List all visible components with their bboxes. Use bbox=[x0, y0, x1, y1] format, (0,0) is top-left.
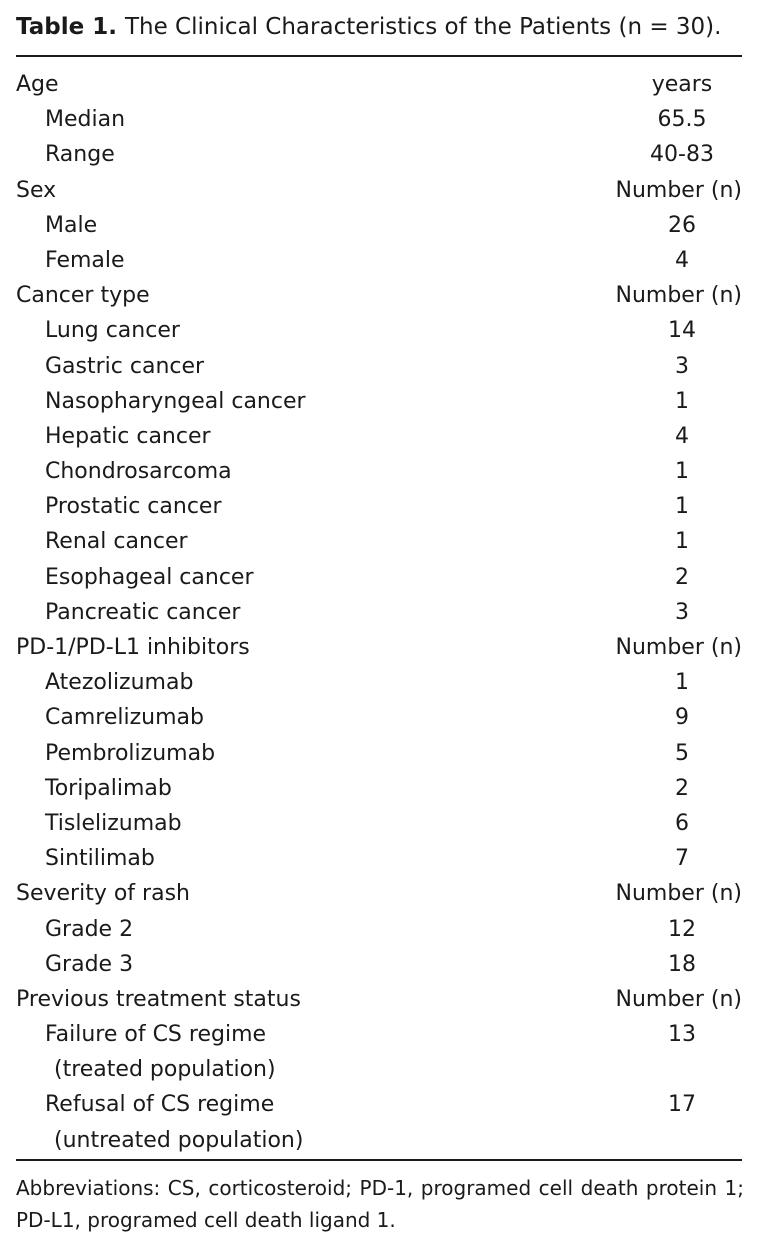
row-label-text: PD-1/PD-L1 inhibitors bbox=[16, 635, 250, 660]
row-label bbox=[16, 524, 188, 559]
row-value: 14 bbox=[668, 318, 696, 344]
table-row bbox=[16, 208, 742, 243]
table-row bbox=[16, 595, 742, 630]
table-row bbox=[16, 419, 742, 454]
row-label bbox=[16, 313, 180, 348]
row-label-text: Previous treatment status bbox=[16, 986, 301, 1012]
row-value: 3 bbox=[675, 353, 689, 379]
row-label-text: Grade 3 bbox=[45, 951, 134, 977]
row-value: 1 bbox=[675, 494, 689, 520]
table-row bbox=[16, 771, 742, 806]
row-value: 26 bbox=[668, 212, 696, 238]
row-value: 3 bbox=[675, 599, 689, 625]
table-row bbox=[16, 243, 742, 278]
row-label-text: Camrelizumab bbox=[45, 705, 204, 731]
table-row bbox=[16, 489, 742, 524]
row-label bbox=[16, 560, 254, 595]
row-label bbox=[16, 454, 232, 489]
clinical-characteristics-table bbox=[16, 67, 742, 1158]
row-label-text: Female bbox=[45, 247, 125, 273]
table-title: The Clinical Characteristics of the Patients (n = 30). bbox=[124, 14, 722, 40]
row-label bbox=[16, 841, 155, 876]
table-row bbox=[16, 454, 742, 489]
row-label bbox=[16, 771, 172, 806]
row-value: 5 bbox=[675, 740, 689, 766]
row-label-text: Pembrolizumab bbox=[45, 740, 216, 766]
table-top-rule bbox=[16, 55, 742, 57]
row-value: 13 bbox=[668, 1022, 696, 1048]
section-label bbox=[16, 630, 250, 665]
row-label-text: Grade 2 bbox=[45, 916, 134, 942]
row-value: 12 bbox=[668, 916, 696, 942]
row-label bbox=[16, 1017, 276, 1087]
row-value: 4 bbox=[675, 423, 689, 449]
table-label: Table 1. bbox=[16, 14, 117, 40]
table-bottom-rule bbox=[16, 1159, 742, 1161]
row-label bbox=[16, 208, 97, 243]
section-unit: Number (n) bbox=[615, 635, 742, 660]
section-label bbox=[16, 67, 59, 102]
section-unit: Number (n) bbox=[615, 881, 742, 907]
table-row bbox=[16, 912, 742, 947]
row-label-continuation: (untreated population) bbox=[54, 1127, 304, 1153]
row-label-text: Pancreatic cancer bbox=[45, 599, 241, 625]
row-label-text: Range bbox=[45, 142, 115, 168]
row-value: 4 bbox=[675, 247, 689, 273]
table-section-row bbox=[16, 67, 742, 102]
row-label-text: Chondrosarcoma bbox=[45, 459, 232, 485]
row-label-text: Age bbox=[16, 72, 59, 97]
table-row bbox=[16, 313, 742, 348]
table-section-row bbox=[16, 876, 742, 911]
row-label-text: Failure of CS regime bbox=[45, 1022, 267, 1048]
section-label bbox=[16, 173, 56, 208]
row-label-text: Nasopharyngeal cancer bbox=[45, 388, 306, 414]
row-label-text: Tislelizumab bbox=[45, 810, 182, 836]
row-label bbox=[16, 137, 115, 172]
row-value: 2 bbox=[675, 775, 689, 801]
row-label bbox=[16, 489, 222, 524]
row-value: 6 bbox=[675, 810, 689, 836]
row-value: 40-83 bbox=[650, 142, 714, 168]
row-label-text: Atezolizumab bbox=[45, 670, 194, 696]
section-unit: years bbox=[651, 72, 713, 97]
row-label bbox=[16, 102, 125, 137]
row-label bbox=[16, 947, 133, 982]
row-label-text: Sintilimab bbox=[45, 846, 155, 872]
row-label-text: Male bbox=[45, 212, 98, 238]
table-row bbox=[16, 102, 742, 137]
row-value: 1 bbox=[675, 670, 689, 696]
row-value: 1 bbox=[675, 388, 689, 414]
row-value: 2 bbox=[675, 564, 689, 590]
section-unit: Number (n) bbox=[615, 986, 742, 1012]
table-row bbox=[16, 841, 742, 876]
row-label-text: Prostatic cancer bbox=[45, 494, 222, 520]
row-label bbox=[16, 912, 133, 947]
row-label bbox=[16, 419, 211, 454]
row-label bbox=[16, 384, 306, 419]
row-label-text: Renal cancer bbox=[45, 529, 188, 555]
table-row bbox=[16, 1087, 742, 1157]
row-label-text: Esophageal cancer bbox=[45, 564, 254, 590]
row-label bbox=[16, 806, 182, 841]
table-row bbox=[16, 384, 742, 419]
table-footnote: Abbreviations: CS, corticosteroid; PD-1, programed cell death protein 1; PD-L1, programed cell death ligand 1. bbox=[16, 1176, 744, 1232]
row-label bbox=[16, 700, 204, 735]
row-label-text: Cancer type bbox=[16, 283, 150, 309]
table-row bbox=[16, 700, 742, 735]
table-row bbox=[16, 560, 742, 595]
table-row bbox=[16, 806, 742, 841]
section-unit: Number (n) bbox=[615, 177, 742, 203]
table-row bbox=[16, 524, 742, 559]
row-label bbox=[16, 349, 204, 384]
row-label-text: Severity of rash bbox=[16, 881, 190, 907]
row-value: 7 bbox=[675, 846, 689, 872]
row-value: 17 bbox=[668, 1092, 696, 1118]
table-section-row bbox=[16, 278, 742, 313]
row-label-text: Lung cancer bbox=[45, 318, 180, 344]
row-value: 1 bbox=[675, 459, 689, 485]
table-section-row bbox=[16, 173, 742, 208]
table-row bbox=[16, 137, 742, 172]
row-label bbox=[16, 736, 215, 771]
row-label-text: Median bbox=[45, 107, 126, 133]
table-caption bbox=[16, 9, 746, 45]
row-label-text: Hepatic cancer bbox=[45, 423, 211, 449]
row-label bbox=[16, 1087, 303, 1157]
row-value: 18 bbox=[668, 951, 696, 977]
table-row bbox=[16, 736, 742, 771]
row-value: 65.5 bbox=[657, 107, 707, 133]
row-value: 9 bbox=[675, 705, 689, 731]
row-value: 1 bbox=[675, 529, 689, 555]
section-label bbox=[16, 278, 150, 313]
row-label bbox=[16, 595, 240, 630]
table-row bbox=[16, 947, 742, 982]
section-label bbox=[16, 876, 190, 911]
section-label bbox=[16, 982, 301, 1017]
table-row bbox=[16, 349, 742, 384]
row-label-text: Sex bbox=[16, 177, 57, 203]
table-row bbox=[16, 1017, 742, 1087]
table-section-row bbox=[16, 630, 742, 665]
row-label-continuation: (treated population) bbox=[54, 1057, 276, 1083]
table-row bbox=[16, 665, 742, 700]
row-label-text: Gastric cancer bbox=[45, 353, 205, 379]
row-label bbox=[16, 665, 193, 700]
section-unit: Number (n) bbox=[615, 283, 742, 309]
row-label-text: Refusal of CS regime bbox=[45, 1092, 275, 1118]
row-label-text: Toripalimab bbox=[45, 775, 172, 801]
row-label bbox=[16, 243, 125, 278]
table-section-row bbox=[16, 982, 742, 1017]
